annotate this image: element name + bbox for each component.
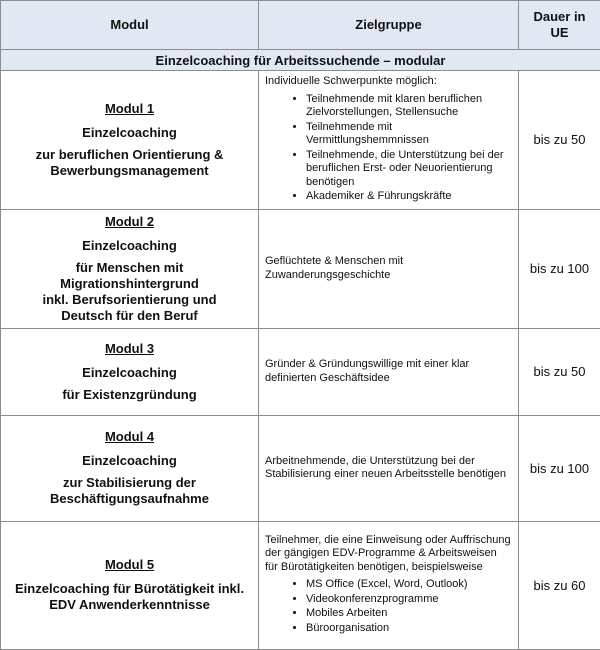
target-group-list [265, 578, 512, 635]
module-cell [1, 328, 259, 415]
target-group-cell [259, 521, 519, 649]
module-line: für Menschen mit Migrationshintergrund [7, 260, 252, 292]
table-row [1, 415, 600, 521]
list-item: • Büroorganisation [306, 622, 512, 636]
module-title: Modul 4 [7, 429, 252, 445]
header-dauer-line2: UE [550, 25, 568, 40]
module-cell [1, 71, 259, 210]
module-subtitle: Einzelcoaching [7, 238, 252, 254]
header-dauer [519, 1, 600, 50]
header-modul: Modul [1, 1, 259, 50]
module-line: zur Stabilisierung der [7, 475, 252, 491]
list-item: • Teilnehmende mit klaren beruflichen Zielvorstellungen, Stellensuche [306, 93, 512, 120]
list-item: • Teilnehmende mit Vermittlungshemmnissen [306, 121, 512, 148]
list-item: • Videokonferenzprogramme [306, 593, 512, 607]
target-group-cell: Geflüchtete & Menschen mit Zuwanderungsgeschichte [259, 209, 519, 328]
header-dauer-line1: Dauer in [533, 9, 585, 24]
module-title: Modul 3 [7, 341, 252, 357]
list-item: • Akademiker & Führungskräfte [306, 190, 512, 204]
module-title: Modul 1 [7, 101, 252, 117]
section-title: Einzelcoaching für Arbeitssuchende – modular [1, 50, 600, 71]
table-row [1, 328, 600, 415]
header-row [1, 1, 600, 50]
module-subtitle: Einzelcoaching [7, 453, 252, 469]
module-line: inkl. Berufsorientierung und [7, 292, 252, 308]
target-group-cell: Arbeitnehmende, die Unterstützung bei der Stabilisierung einer neuen Arbeitsstelle benötigen [259, 415, 519, 521]
module-line: für Existenzgründung [7, 387, 252, 403]
duration-cell: bis zu 60 [519, 521, 600, 649]
header-zielgruppe: Zielgruppe [259, 1, 519, 50]
duration-cell: bis zu 100 [519, 209, 600, 328]
duration-cell: bis zu 50 [519, 328, 600, 415]
target-group-intro: Individuelle Schwerpunkte möglich: [265, 75, 512, 89]
section-row [1, 50, 600, 71]
module-line: Einzelcoaching für Bürotätigkeit inkl. [7, 581, 252, 597]
target-group-intro: Teilnehmer, die eine Einweisung oder Auffrischung der gängigen EDV-Programme & Arbeitsweisen für Bürotätigkeiten benötigen, beispielsweise [265, 534, 512, 575]
list-item: • MS Office (Excel, Word, Outlook) [306, 578, 512, 592]
module-line: Bewerbungsmanagement [7, 163, 252, 179]
module-cell [1, 415, 259, 521]
module-title: Modul 5 [7, 557, 252, 573]
module-subtitle: Einzelcoaching [7, 365, 252, 381]
duration-cell: bis zu 100 [519, 415, 600, 521]
module-cell [1, 209, 259, 328]
list-item: • Mobiles Arbeiten [306, 607, 512, 621]
table-row [1, 209, 600, 328]
target-group-cell: Gründer & Gründungswillige mit einer klar definierten Geschäftsidee [259, 328, 519, 415]
table-row [1, 521, 600, 649]
module-line: zur beruflichen Orientierung & [7, 147, 252, 163]
list-item: • Teilnehmende, die Unterstützung bei der beruflichen Erst- oder Neuorientierung benötigen [306, 149, 512, 190]
target-group-cell [259, 71, 519, 210]
module-title: Modul 2 [7, 214, 252, 230]
module-line: EDV Anwenderkenntnisse [7, 597, 252, 613]
module-line: Deutsch für den Beruf [7, 308, 252, 324]
module-subtitle: Einzelcoaching [7, 125, 252, 141]
table-row [1, 71, 600, 210]
module-line: Beschäftigungsaufnahme [7, 491, 252, 507]
target-group-list [265, 93, 512, 204]
duration-cell: bis zu 50 [519, 71, 600, 210]
module-cell [1, 521, 259, 649]
